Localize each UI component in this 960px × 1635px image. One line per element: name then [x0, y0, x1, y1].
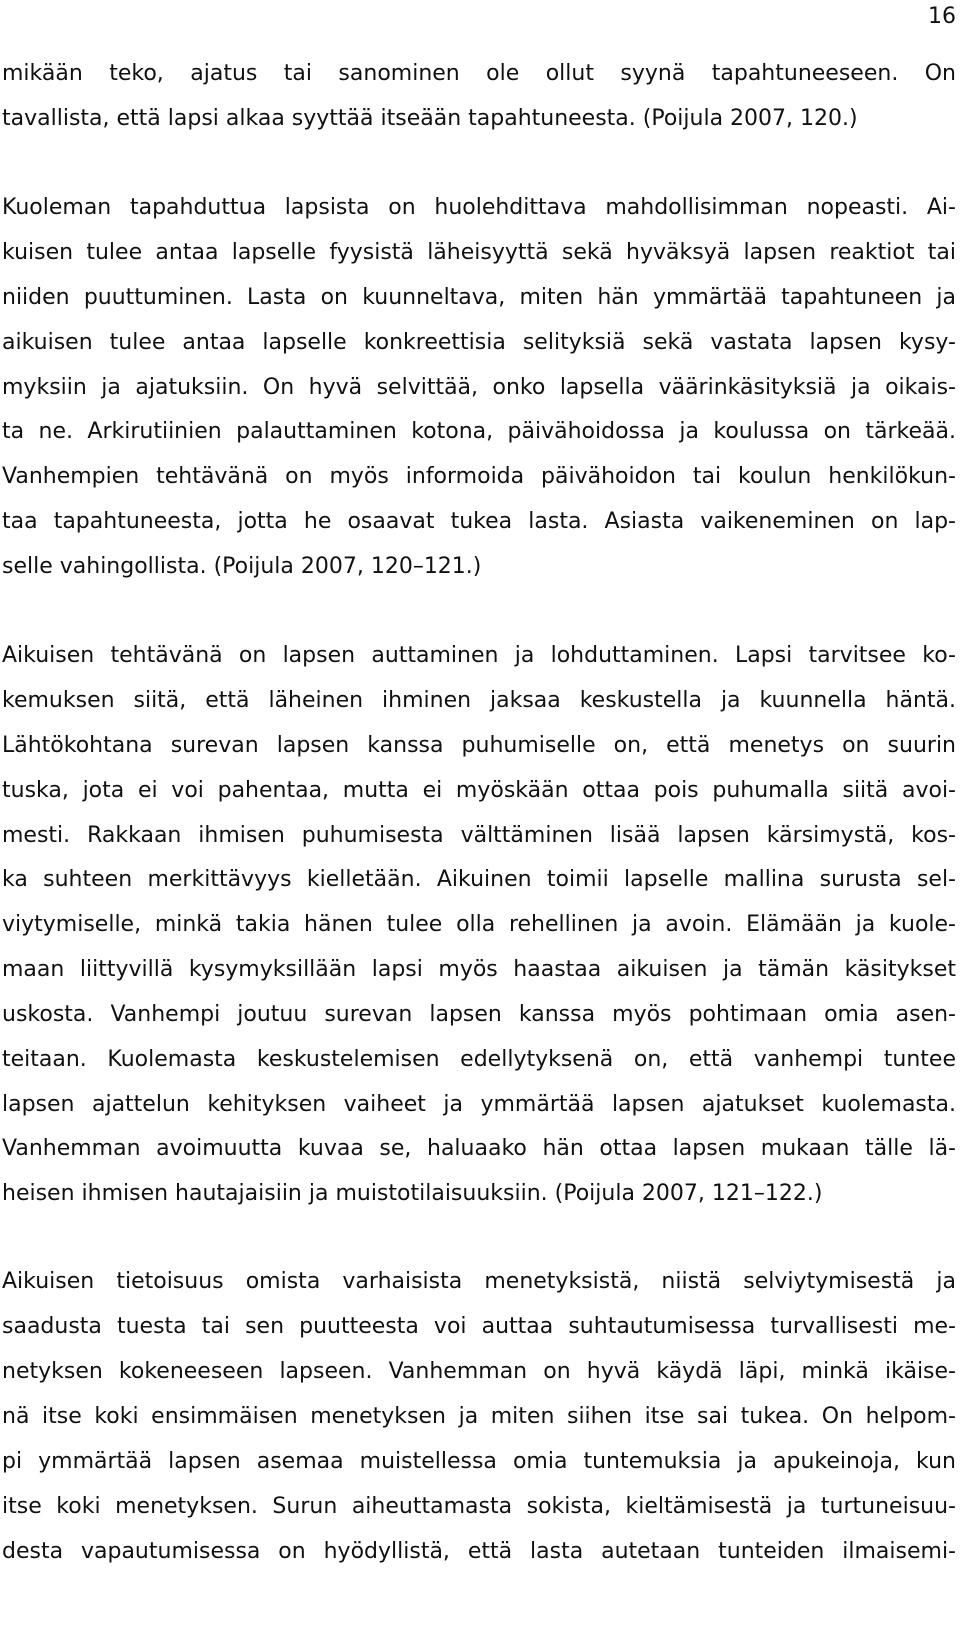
page-number: 16 — [928, 4, 956, 29]
text-line: Aikuisen tehtävänä on lapsen auttaminen ja lohduttaminen. Lapsi tarvitsee ko- — [2, 643, 956, 668]
text-line: Vanhemman avoimuutta kuvaa se, haluaako hän ottaa lapsen mukaan tälle lä- — [2, 1136, 956, 1161]
text-line: ta ne. Arkirutiinien palauttaminen kotona, päivähoidossa ja koulussa on tärkeää. — [2, 419, 956, 444]
text-line: selle vahingollista. (Poijula 2007, 120–121.) — [2, 554, 482, 579]
text-line: Lähtökohtana surevan lapsen kanssa puhumiselle on, että menetys on suurin — [2, 733, 956, 758]
text-line: taa tapahtuneesta, jotta he osaavat tukea lasta. Asiasta vaikeneminen on lap- — [2, 509, 956, 534]
text-line: ka suhteen merkittävyys kielletään. Aikuinen toimii lapselle mallina surusta sel- — [2, 867, 956, 892]
text-line: kuisen tulee antaa lapselle fyysistä läheisyyttä sekä hyväksyä lapsen reaktiot tai — [2, 240, 956, 265]
text-line: nä itse koki ensimmäisen menetyksen ja miten siihen itse sai tukea. On helpom- — [2, 1404, 956, 1429]
text-line: netyksen kokeneeseen lapseen. Vanhemman on hyvä käydä läpi, minkä ikäise- — [2, 1359, 956, 1384]
text-line: maan liittyvillä kysymyksillään lapsi myös haastaa aikuisen ja tämän käsitykset — [2, 957, 956, 982]
text-line: itse koki menetyksen. Surun aiheuttamasta sokista, kieltämisestä ja turtuneisuu- — [2, 1494, 956, 1519]
text-line: Aikuisen tietoisuus omista varhaisista menetyksistä, niistä selviytymisestä ja — [2, 1269, 956, 1294]
text-line: aikuisen tulee antaa lapselle konkreettisia selityksiä sekä vastata lapsen kysy- — [2, 330, 956, 355]
text-line: teitaan. Kuolemasta keskustelemisen edellytyksenä on, että vanhempi tuntee — [2, 1047, 956, 1072]
text-line: kemuksen siitä, että läheinen ihminen jaksaa keskustella ja kuunnella häntä. — [2, 688, 956, 713]
text-line: myksiin ja ajatuksiin. On hyvä selvittää, onko lapsella väärinkäsityksiä ja oikais- — [2, 375, 956, 400]
text-line: pi ymmärtää lapsen asemaa muistellessa omia tuntemuksia ja apukeinoja, kun — [2, 1449, 956, 1474]
text-line: mesti. Rakkaan ihmisen puhumisesta välttäminen lisää lapsen kärsimystä, kos- — [2, 823, 956, 848]
text-line: heisen ihmisen hautajaisiin ja muistotilaisuuksiin. (Poijula 2007, 121–122.) — [2, 1181, 823, 1206]
text-line: tuska, jota ei voi pahentaa, mutta ei myöskään ottaa pois puhumalla siitä avoi- — [2, 778, 956, 803]
text-line: viytymiselle, minkä takia hänen tulee olla rehellinen ja avoin. Elämään ja kuole- — [2, 912, 956, 937]
text-line: Kuoleman tapahduttua lapsista on huolehdittava mahdollisimman nopeasti. Ai- — [2, 195, 956, 220]
text-line: saadusta tuesta tai sen puutteesta voi auttaa suhtautumisessa turvallisesti me- — [2, 1314, 956, 1339]
text-line: niiden puuttuminen. Lasta on kuunneltava, miten hän ymmärtää tapahtuneen ja — [2, 285, 956, 310]
text-line: desta vapautumisessa on hyödyllistä, että lasta autetaan tunteiden ilmaisemi- — [2, 1539, 956, 1564]
text-line: Vanhempien tehtävänä on myös informoida päivähoidon tai koulun henkilökun- — [2, 464, 956, 489]
text-line: uskosta. Vanhempi joutuu surevan lapsen kanssa myös pohtimaan omia asen- — [2, 1002, 956, 1027]
text-line: lapsen ajattelun kehityksen vaiheet ja ymmärtää lapsen ajatukset kuolemasta. — [2, 1092, 956, 1117]
text-line: tavallista, että lapsi alkaa syyttää itseään tapahtuneesta. (Poijula 2007, 120.) — [2, 106, 858, 131]
text-line: mikään teko, ajatus tai sanominen ole ollut syynä tapahtuneeseen. On — [2, 61, 956, 86]
